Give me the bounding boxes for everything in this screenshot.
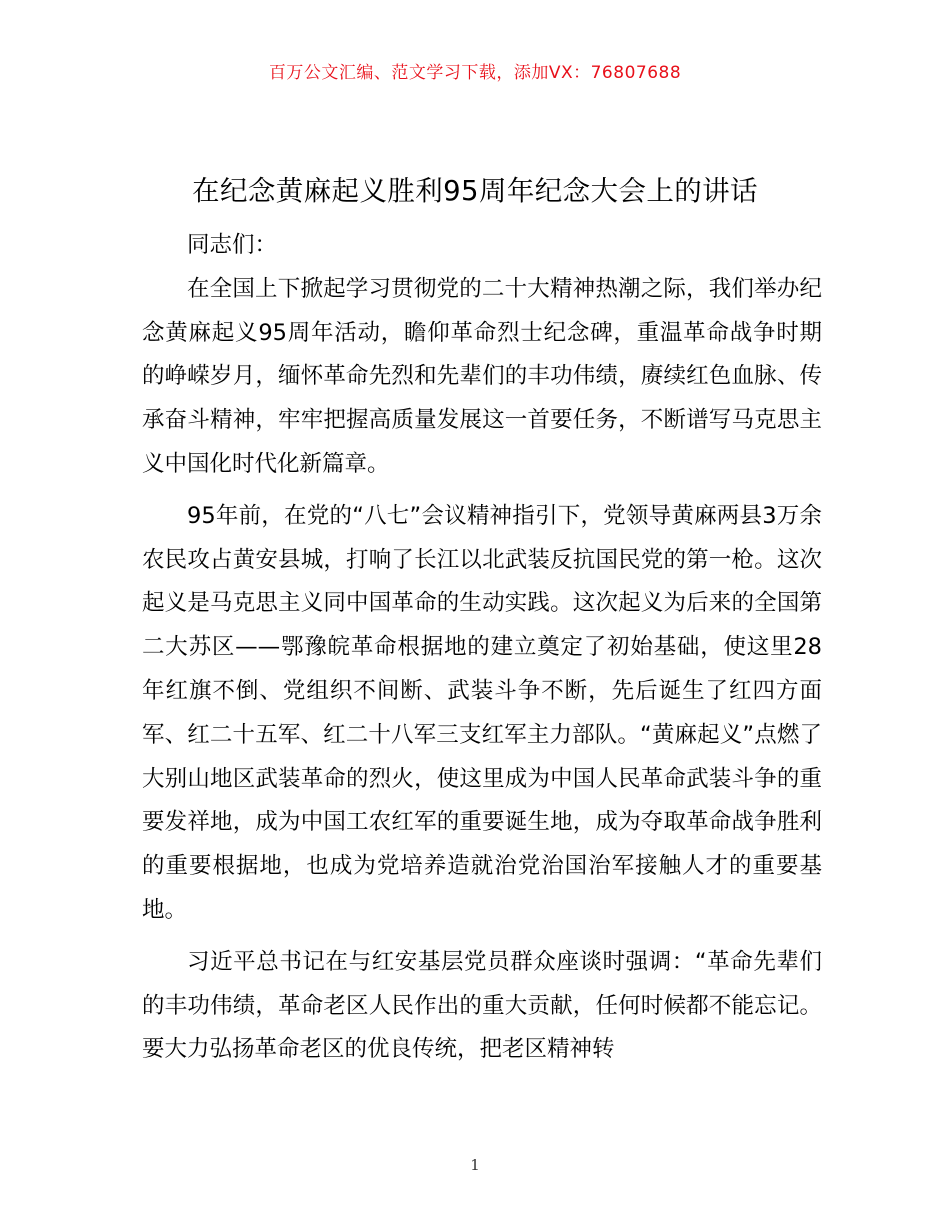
page-number: 1 xyxy=(470,1156,480,1174)
document-body xyxy=(142,224,822,1080)
page-title: 在纪念黄麻起义胜利95周年纪念大会上的讲话 xyxy=(192,175,758,207)
paragraph: 95年前，在党的“八七”会议精神指引下，党领导黄麻两县3万余农民攻占黄安县城，打响了长江以北武装反抗国民党的第一枪。这次起义是马克思主义同中国革命的生动实践。这次起义为后来的全国第二大苏区——鄂豫皖革命根据地的建立奠定了初始基础，使这里28年红旗不倒、党组织不间断、武装斗争不断，先后诞生了红四方面军、红二十五军、红二十八军三支红军主力部队。“黄麻起义”点燃了大别山地区武装革命的烈火，使这里成为中国人民革命武装斗争的重要发祥地，成为中国工农红军的重要诞生地，成为夺取革命战争胜利的重要根据地，也成为党培养造就治党治国治军接触人才的重要基地。 xyxy=(142,502,822,923)
greeting: 同志们： xyxy=(187,232,278,258)
paragraph: 习近平总书记在与红安基层党员群众座谈时强调：“革命先辈们的丰功伟绩，革命老区人民作出的重大贡献，任何时候都不能忘记。要大力弘扬革命老区的优良传统，把老区精神转 xyxy=(142,948,822,1063)
paragraph: 在全国上下掀起学习贯彻党的二十大精神热潮之际，我们举办纪念黄麻起义95周年活动，瞻仰革命烈士纪念碑，重温革命战争时期的峥嵘岁月，缅怀革命先烈和先辈们的丰功伟绩，赓续红色血脉、传承奋斗精神，牢牢把握高质量发展这一首要任务，不断谱写马克思主义中国化时代化新篇章。 xyxy=(142,275,822,477)
header-watermark: 百万公文汇编、范文学习下载，添加VX：76807688 xyxy=(268,63,682,83)
